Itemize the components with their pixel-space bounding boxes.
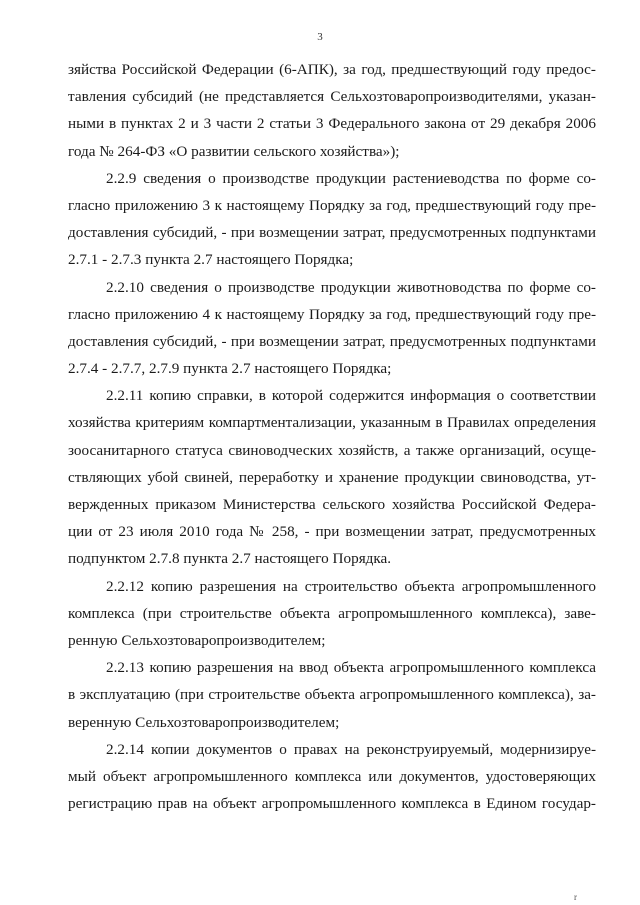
text-line: 2.7.1 - 2.7.3 пункта 2.7 настоящего Порядка; (68, 251, 354, 269)
item-2-2-13-first-line: 2.2.13 копию разрешения на ввод объекта агропромышленного комплекса (106, 659, 596, 677)
text-line: года № 264-ФЗ «О развитии сельского хозяйства»); (68, 142, 400, 160)
text-line: комплекса (при строительстве объекта агропромышленного комплекса), заве- (68, 604, 596, 622)
text-line: тавления субсидий (не представляется Сельхозтоваропроизводителями, указан- (68, 88, 596, 106)
text-line: ствляющих убой свиней, переработку и хранение продукции свиноводства, ут- (68, 468, 596, 486)
text-line: мый объект агропромышленного комплекса или документов, удостоверяющих (68, 767, 596, 785)
text-line: веренную Сельхозтоваропроизводителем; (68, 713, 340, 731)
text-line: ренную Сельхозтоваропроизводителем; (68, 631, 326, 649)
text-line: доставления субсидий, - при возмещении затрат, предусмотренных подпунктами (68, 224, 596, 242)
text-line: доставления субсидий, - при возмещении затрат, предусмотренных подпунктами (68, 332, 596, 350)
page-number: 3 (317, 31, 323, 43)
text-line: вержденных приказом Министерства сельского хозяйства Российской Федера- (68, 496, 596, 513)
item-2-2-10-first-line: 2.2.10 сведения о производстве продукции животноводства по форме со- (106, 278, 596, 296)
text-line: ции от 23 июля 2010 года № 258, - при возмещении затрат, предусмотренных (68, 523, 596, 541)
scan-mark: r (574, 892, 577, 902)
text-line: гласно приложению 3 к настоящему Порядку за год, предшествующий году пре- (68, 196, 596, 214)
text-line: в эксплуатацию (при строительстве объекта агропромышленного комплекса), за- (68, 686, 596, 704)
body-text (68, 56, 596, 817)
text-line: 2.7.4 - 2.7.7, 2.7.9 пункта 2.7 настоящего Порядка; (68, 360, 392, 378)
text-line: подпунктом 2.7.8 пункта 2.7 настоящего Порядка. (68, 550, 392, 568)
text-line: хозяйства критериям компартментализации, указанным в Правилах определения (68, 414, 596, 432)
item-2-2-12-first-line: 2.2.12 копию разрешения на строительство объекта агропромышленного (106, 577, 596, 595)
item-2-2-9-first-line: 2.2.9 сведения о производстве продукции растениеводства по форме со- (106, 169, 596, 187)
text-line: регистрацию прав на объект агропромышленного комплекса в Едином государ- (68, 795, 596, 813)
text-line: гласно приложению 4 к настоящему Порядку за год, предшествующий году пре- (68, 305, 596, 323)
item-2-2-11-first-line: 2.2.11 копию справки, в которой содержится информация о соответствии (106, 387, 596, 405)
item-2-2-14-first-line: 2.2.14 копии документов о правах на реконструируемый, модернизируе- (106, 740, 596, 758)
text-line: зоосанитарного статуса свиноводческих хозяйств, а также организаций, осуще- (68, 441, 596, 459)
text-line: ными в пунктах 2 и 3 части 2 статьи 3 Федерального закона от 29 декабря 2006 (68, 115, 596, 133)
text-line: зяйства Российской Федерации (6-АПК), за год, предшествующий году предос- (68, 61, 596, 78)
